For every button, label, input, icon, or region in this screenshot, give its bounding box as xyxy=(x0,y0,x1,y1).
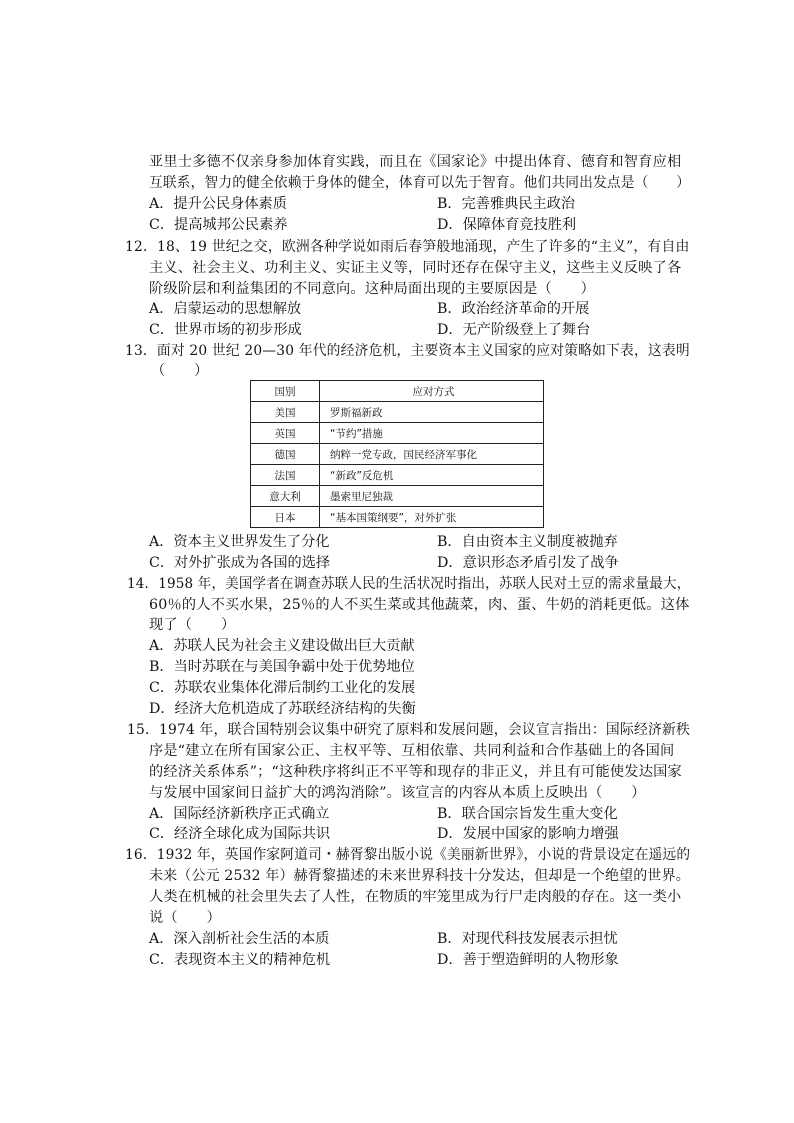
table-cell-country: 法国 xyxy=(251,465,320,486)
q13-option-c[interactable]: C．对外扩张成为各国的选择 xyxy=(149,555,331,571)
q16-line-3: 人类在机械的社会里失去了人性，在物质的牢笼里成为行尸走肉般的存在。这一类小 xyxy=(149,889,682,905)
q15-line-1: 15．1974 年，联合国特别会议集中研究了原料和发展问题，会议宣言指出：国际经济新秩 xyxy=(127,722,691,738)
q14-option-c[interactable]: C．苏联农业集体化滞后制约工业化的发展 xyxy=(149,680,416,696)
q13-option-a[interactable]: A．资本主义世界发生了分化 xyxy=(149,534,330,550)
q14-line-1: 14．1958 年，美国学者在调查苏联人民的生活状况时指出，苏联人民对土豆的需求量最大， xyxy=(127,576,691,592)
q12-line-3: 阶级阶层和利益集团的不同意向。这种局面出现的主要原因是（ ） xyxy=(149,281,596,297)
table-cell-response: “基本国策纲要”，对外扩张 xyxy=(320,507,544,528)
q15-option-b[interactable]: B．联合国宗旨发生重大变化 xyxy=(437,806,618,822)
table-header-response: 应对方式 xyxy=(320,381,544,402)
table-cell-country: 英国 xyxy=(251,423,320,444)
table-row xyxy=(251,507,544,528)
table-row xyxy=(251,444,544,465)
table-header-row xyxy=(251,381,544,402)
q11-line-1: 亚里士多德不仅亲身参加体育实践，而且在《国家论》中提出体育、德育和智育应相 xyxy=(149,154,682,170)
q14-line-3: 现了（ ） xyxy=(149,617,236,633)
q14-option-b[interactable]: B．当时苏联在与美国争霸中处于优势地位 xyxy=(149,659,415,675)
q13-line-1: 13．面对 20 世纪 20—30 年代的经济危机，主要资本主义国家的应对策略如下表，这表明 xyxy=(125,343,690,359)
table-cell-country: 日本 xyxy=(251,507,320,528)
q16-option-c[interactable]: C．表现资本主义的精神危机 xyxy=(149,952,331,968)
q13-option-b[interactable]: B．自由资本主义制度被抛弃 xyxy=(437,534,618,550)
q11-option-c[interactable]: C．提高城邦公民素养 xyxy=(149,217,288,233)
table-cell-country: 意大利 xyxy=(251,486,320,507)
q16-line-4: 说（ ） xyxy=(149,910,221,926)
q12-option-d[interactable]: D．无产阶级登上了舞台 xyxy=(437,322,591,338)
q16-option-d[interactable]: D．善于塑造鲜明的人物形象 xyxy=(437,952,619,968)
q13-option-d[interactable]: D．意识形态矛盾引发了战争 xyxy=(437,555,619,571)
q12-option-a[interactable]: A．启蒙运动的思想解放 xyxy=(149,301,302,317)
q16-line-1: 16．1932 年，英国作家阿道司・赫胥黎出版小说《美丽新世界》，小说的背景设定在遥远的 xyxy=(125,847,691,863)
q16-option-a[interactable]: A．深入剖析社会生活的本质 xyxy=(149,931,330,947)
q14-line-2: 60％的人不买水果，25％的人不买生菜或其他蔬菜，肉、蛋、牛奶的消耗更低。这体 xyxy=(149,597,690,613)
q14-option-d[interactable]: D．经济大危机造成了苏联经济结构的失衡 xyxy=(149,701,416,717)
table-cell-response: 墨索里尼独裁 xyxy=(320,486,544,507)
q11-option-d[interactable]: D．保障体育竞技胜利 xyxy=(437,217,577,233)
q15-line-2: 序是“建立在所有国家公正、主权平等、互相依靠、共同利益和合作基础上的各国间 xyxy=(149,743,675,759)
q11-option-b[interactable]: B．完善雅典民主政治 xyxy=(437,196,576,212)
table-cell-response: “节约”措施 xyxy=(320,423,544,444)
q15-line-4: 与发展中国家间日益扩大的鸿沟消除”。该宣言的内容从本质上反映出（ ） xyxy=(149,785,646,801)
q16-option-b[interactable]: B．对现代科技发展表示担忧 xyxy=(437,931,618,947)
table-cell-country: 美国 xyxy=(251,402,320,423)
q15-option-d[interactable]: D．发展中国家的影响力增强 xyxy=(437,826,619,842)
table-header-country: 国别 xyxy=(251,381,320,402)
q12-line-2: 主义、社会主义、功利主义、实证主义等，同时还存在保守主义，这些主义反映了各 xyxy=(149,260,682,276)
table-cell-response: 纳粹一党专政，国民经济军事化 xyxy=(320,444,544,465)
q11-line-2: 互联系，智力的健全依赖于身体的健全，体育可以先于智育。他们共同出发点是（ ） xyxy=(149,175,691,191)
table-row xyxy=(251,423,544,444)
q14-option-a[interactable]: A．苏联人民为社会主义建设做出巨大贡献 xyxy=(149,638,415,654)
table-row xyxy=(251,402,544,423)
table-cell-response: “新政”反危机 xyxy=(320,465,544,486)
q13-line-2: （ ） xyxy=(151,363,209,379)
q12-line-1: 12．18、19 世纪之交，欧洲各种学说如雨后春笋般地涌现，产生了许多的“主义”，有自由 xyxy=(125,239,690,255)
table-cell-response: 罗斯福新政 xyxy=(320,402,544,423)
response-table xyxy=(250,380,544,528)
q16-line-2: 未来（公元 2532 年）赫胥黎描述的未来世界科技十分发达，但却是一个绝望的世界。 xyxy=(149,868,690,884)
table-row xyxy=(251,465,544,486)
q15-option-a[interactable]: A．国际经济新秩序正式确立 xyxy=(149,806,330,822)
q11-option-a[interactable]: A．提升公民身体素质 xyxy=(149,196,287,212)
q15-option-c[interactable]: C．经济全球化成为国际共识 xyxy=(149,826,331,842)
table-row xyxy=(251,486,544,507)
q12-option-b[interactable]: B．政治经济革命的开展 xyxy=(437,301,590,317)
q12-option-c[interactable]: C．世界市场的初步形成 xyxy=(149,322,302,338)
table-cell-country: 德国 xyxy=(251,444,320,465)
q15-line-3: 的经济关系体系”；“这种秩序将纠正不平等和现存的非正义，并且有可能使发达国家 xyxy=(149,764,682,780)
